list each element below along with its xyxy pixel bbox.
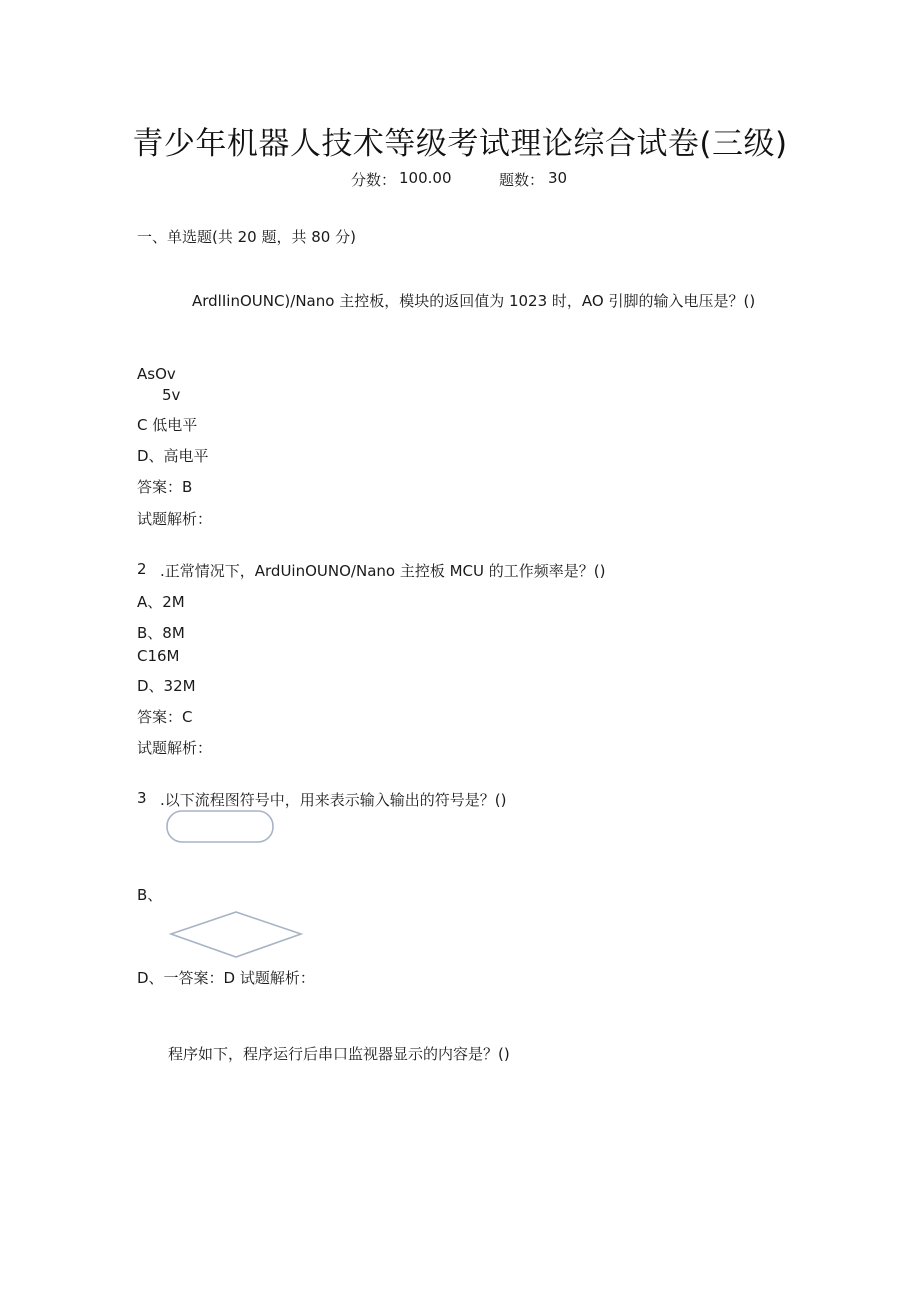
question-1-text: ArdlIinOUNC)/Nano 主控板，模块的返回值为 1023 时，AO 引脚的输入电压是？() [192,292,756,310]
q2-option-c: C16M [137,647,180,665]
q2-option-b: B、8M [137,624,185,642]
score-label: 分数： [351,171,397,189]
question-3-text: .以下流程图符号中，用来表示输入输出的符号是？() [160,791,507,809]
q1-option-c: C 低电平 [137,416,198,434]
question-3-number: 3 [137,789,147,807]
q3-option-b: B、 [137,886,163,904]
section-heading: 一、单选题(共 20 题，共 80 分) [137,228,356,246]
q1-analysis: 试题解析： [137,510,213,528]
q1-answer: 答案：B [137,478,193,496]
question-2-number: 2 [137,560,147,578]
decision-diamond-icon [170,911,304,959]
question-count-label: 题数： [499,171,545,189]
page-title: 青少年机器人技术等级考试理论综合试卷(三级) [132,126,788,162]
q2-option-d: D、32M [137,677,196,695]
q2-analysis: 试题解析： [137,739,213,757]
q1-option-d: D、高电平 [137,447,209,465]
q1-option-a: AsOv [137,365,176,383]
terminator-shape-icon [166,810,276,844]
question-4-text: 程序如下，程序运行后串口监视器显示的内容是？() [168,1045,510,1063]
q2-option-a: A、2M [137,593,185,611]
q2-answer: 答案：C [137,708,193,726]
question-count-value: 30 [548,169,568,187]
question-2-text: .正常情况下，ArdUinOUNO/Nano 主控板 MCU 的工作频率是？() [160,562,606,580]
q1-option-b: 5v [162,386,181,404]
q3-tail-answer: D、一答案：D 试题解析： [137,969,315,987]
score-value: 100.00 [399,169,452,187]
